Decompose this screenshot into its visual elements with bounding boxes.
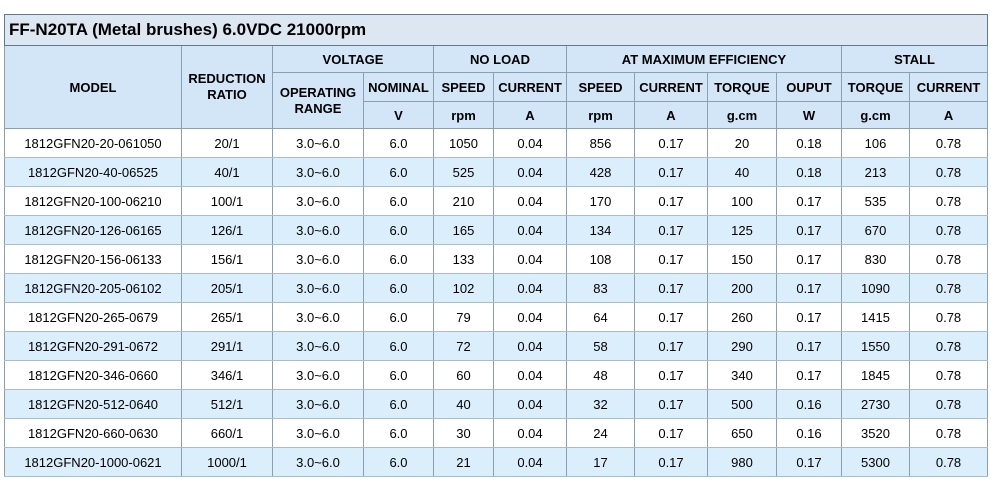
- cell-operating-range: 3.0~6.0: [273, 303, 364, 332]
- header-st-torque: TORQUE: [842, 73, 910, 102]
- cell-nominal-voltage: 6.0: [364, 332, 434, 361]
- cell-no-load-speed: 30: [434, 419, 494, 448]
- cell-max-eff-speed: 428: [567, 158, 635, 187]
- cell-stall-current: 0.78: [910, 448, 988, 477]
- header-nl-speed: SPEED: [434, 73, 494, 102]
- cell-max-eff-torque: 650: [708, 419, 777, 448]
- cell-max-eff-torque: 200: [708, 274, 777, 303]
- cell-max-eff-output: 0.17: [777, 245, 842, 274]
- cell-reduction-ratio: 346/1: [182, 361, 273, 390]
- cell-stall-torque: 535: [842, 187, 910, 216]
- cell-stall-current: 0.78: [910, 361, 988, 390]
- header-model: MODEL: [5, 46, 182, 129]
- cell-max-eff-speed: 24: [567, 419, 635, 448]
- cell-model: 1812GFN20-126-06165: [5, 216, 182, 245]
- cell-max-eff-torque: 500: [708, 390, 777, 419]
- unit-nominal-v: V: [364, 102, 434, 129]
- cell-stall-current: 0.78: [910, 274, 988, 303]
- cell-nominal-voltage: 6.0: [364, 129, 434, 158]
- table-header: [5, 15, 988, 129]
- unit-st-current-a: A: [910, 102, 988, 129]
- table-title: FF-N20TA (Metal brushes) 6.0VDC 21000rpm: [5, 15, 988, 46]
- header-reduction-ratio: REDUCTION RATIO: [182, 46, 273, 129]
- cell-max-eff-speed: 58: [567, 332, 635, 361]
- cell-no-load-current: 0.04: [494, 332, 567, 361]
- header-me-current: CURRENT: [635, 73, 708, 102]
- cell-nominal-voltage: 6.0: [364, 361, 434, 390]
- cell-operating-range: 3.0~6.0: [273, 158, 364, 187]
- cell-max-eff-output: 0.17: [777, 303, 842, 332]
- header-me-torque: TORQUE: [708, 73, 777, 102]
- cell-max-eff-current: 0.17: [635, 332, 708, 361]
- header-no-load: NO LOAD: [434, 46, 567, 73]
- cell-no-load-current: 0.04: [494, 361, 567, 390]
- header-me-speed: SPEED: [567, 73, 635, 102]
- cell-max-eff-speed: 48: [567, 361, 635, 390]
- cell-max-eff-output: 0.18: [777, 158, 842, 187]
- table-row: [5, 129, 988, 158]
- cell-max-eff-current: 0.17: [635, 274, 708, 303]
- table-row: [5, 274, 988, 303]
- cell-nominal-voltage: 6.0: [364, 245, 434, 274]
- cell-reduction-ratio: 512/1: [182, 390, 273, 419]
- cell-operating-range: 3.0~6.0: [273, 332, 364, 361]
- cell-max-eff-speed: 64: [567, 303, 635, 332]
- table-row: [5, 390, 988, 419]
- cell-max-eff-torque: 150: [708, 245, 777, 274]
- cell-model: 1812GFN20-265-0679: [5, 303, 182, 332]
- cell-max-eff-speed: 856: [567, 129, 635, 158]
- cell-max-eff-speed: 83: [567, 274, 635, 303]
- cell-stall-torque: 106: [842, 129, 910, 158]
- cell-nominal-voltage: 6.0: [364, 187, 434, 216]
- cell-stall-torque: 670: [842, 216, 910, 245]
- cell-stall-current: 0.78: [910, 390, 988, 419]
- cell-max-eff-output: 0.16: [777, 419, 842, 448]
- cell-max-eff-torque: 290: [708, 332, 777, 361]
- cell-max-eff-torque: 40: [708, 158, 777, 187]
- cell-max-eff-current: 0.17: [635, 129, 708, 158]
- cell-stall-current: 0.78: [910, 158, 988, 187]
- cell-max-eff-output: 0.17: [777, 361, 842, 390]
- cell-no-load-speed: 72: [434, 332, 494, 361]
- cell-max-eff-torque: 340: [708, 361, 777, 390]
- cell-model: 1812GFN20-100-06210: [5, 187, 182, 216]
- cell-max-eff-current: 0.17: [635, 419, 708, 448]
- unit-me-output-w: W: [777, 102, 842, 129]
- cell-model: 1812GFN20-512-0640: [5, 390, 182, 419]
- table-row: [5, 419, 988, 448]
- cell-no-load-speed: 21: [434, 448, 494, 477]
- unit-me-torque-gcm: g.cm: [708, 102, 777, 129]
- header-st-current: CURRENT: [910, 73, 988, 102]
- cell-max-eff-output: 0.17: [777, 332, 842, 361]
- cell-no-load-current: 0.04: [494, 419, 567, 448]
- cell-stall-current: 0.78: [910, 419, 988, 448]
- table-body: [5, 129, 988, 477]
- cell-max-eff-torque: 20: [708, 129, 777, 158]
- header-stall: STALL: [842, 46, 988, 73]
- cell-max-eff-output: 0.18: [777, 129, 842, 158]
- cell-no-load-speed: 40: [434, 390, 494, 419]
- cell-max-eff-torque: 100: [708, 187, 777, 216]
- cell-operating-range: 3.0~6.0: [273, 361, 364, 390]
- cell-no-load-current: 0.04: [494, 274, 567, 303]
- unit-nl-speed-rpm: rpm: [434, 102, 494, 129]
- cell-no-load-speed: 1050: [434, 129, 494, 158]
- cell-reduction-ratio: 126/1: [182, 216, 273, 245]
- cell-operating-range: 3.0~6.0: [273, 419, 364, 448]
- cell-reduction-ratio: 1000/1: [182, 448, 273, 477]
- table-row: [5, 332, 988, 361]
- cell-nominal-voltage: 6.0: [364, 158, 434, 187]
- cell-max-eff-current: 0.17: [635, 361, 708, 390]
- motor-spec-table: [4, 14, 988, 477]
- header-max-efficiency: AT MAXIMUM EFFICIENCY: [567, 46, 842, 73]
- cell-max-eff-current: 0.17: [635, 216, 708, 245]
- cell-max-eff-current: 0.17: [635, 448, 708, 477]
- cell-model: 1812GFN20-346-0660: [5, 361, 182, 390]
- cell-operating-range: 3.0~6.0: [273, 448, 364, 477]
- cell-max-eff-output: 0.17: [777, 187, 842, 216]
- cell-stall-current: 0.78: [910, 129, 988, 158]
- cell-nominal-voltage: 6.0: [364, 390, 434, 419]
- cell-nominal-voltage: 6.0: [364, 303, 434, 332]
- cell-no-load-current: 0.04: [494, 303, 567, 332]
- cell-max-eff-output: 0.17: [777, 274, 842, 303]
- unit-nl-current-a: A: [494, 102, 567, 129]
- cell-no-load-speed: 133: [434, 245, 494, 274]
- cell-max-eff-torque: 125: [708, 216, 777, 245]
- cell-model: 1812GFN20-156-06133: [5, 245, 182, 274]
- cell-max-eff-output: 0.17: [777, 448, 842, 477]
- cell-stall-torque: 3520: [842, 419, 910, 448]
- cell-stall-torque: 5300: [842, 448, 910, 477]
- cell-reduction-ratio: 156/1: [182, 245, 273, 274]
- header-operating-range: OPERATING RANGE: [273, 73, 364, 129]
- cell-reduction-ratio: 40/1: [182, 158, 273, 187]
- cell-max-eff-output: 0.16: [777, 390, 842, 419]
- cell-model: 1812GFN20-20-061050: [5, 129, 182, 158]
- cell-operating-range: 3.0~6.0: [273, 216, 364, 245]
- cell-nominal-voltage: 6.0: [364, 274, 434, 303]
- cell-stall-current: 0.78: [910, 187, 988, 216]
- cell-max-eff-current: 0.17: [635, 187, 708, 216]
- cell-no-load-current: 0.04: [494, 129, 567, 158]
- cell-operating-range: 3.0~6.0: [273, 274, 364, 303]
- table-row: [5, 187, 988, 216]
- cell-reduction-ratio: 205/1: [182, 274, 273, 303]
- cell-no-load-speed: 210: [434, 187, 494, 216]
- cell-nominal-voltage: 6.0: [364, 216, 434, 245]
- cell-reduction-ratio: 100/1: [182, 187, 273, 216]
- cell-max-eff-current: 0.17: [635, 158, 708, 187]
- cell-reduction-ratio: 660/1: [182, 419, 273, 448]
- cell-model: 1812GFN20-291-0672: [5, 332, 182, 361]
- table-row: [5, 216, 988, 245]
- unit-st-torque-gcm: g.cm: [842, 102, 910, 129]
- cell-max-eff-speed: 108: [567, 245, 635, 274]
- cell-stall-current: 0.78: [910, 216, 988, 245]
- cell-no-load-speed: 102: [434, 274, 494, 303]
- cell-stall-torque: 2730: [842, 390, 910, 419]
- cell-stall-torque: 1845: [842, 361, 910, 390]
- cell-max-eff-current: 0.17: [635, 390, 708, 419]
- table-row: [5, 448, 988, 477]
- cell-max-eff-torque: 260: [708, 303, 777, 332]
- cell-operating-range: 3.0~6.0: [273, 390, 364, 419]
- cell-stall-current: 0.78: [910, 303, 988, 332]
- cell-max-eff-speed: 32: [567, 390, 635, 419]
- table-row: [5, 303, 988, 332]
- cell-stall-torque: 830: [842, 245, 910, 274]
- spec-table-container: [4, 14, 987, 477]
- cell-no-load-speed: 60: [434, 361, 494, 390]
- cell-nominal-voltage: 6.0: [364, 448, 434, 477]
- cell-stall-torque: 1415: [842, 303, 910, 332]
- cell-operating-range: 3.0~6.0: [273, 187, 364, 216]
- table-row: [5, 361, 988, 390]
- cell-no-load-speed: 79: [434, 303, 494, 332]
- cell-operating-range: 3.0~6.0: [273, 129, 364, 158]
- cell-nominal-voltage: 6.0: [364, 419, 434, 448]
- header-nl-current: CURRENT: [494, 73, 567, 102]
- unit-me-speed-rpm: rpm: [567, 102, 635, 129]
- cell-max-eff-speed: 17: [567, 448, 635, 477]
- header-nominal: NOMINAL: [364, 73, 434, 102]
- cell-model: 1812GFN20-40-06525: [5, 158, 182, 187]
- cell-no-load-current: 0.04: [494, 245, 567, 274]
- cell-operating-range: 3.0~6.0: [273, 245, 364, 274]
- cell-no-load-current: 0.04: [494, 216, 567, 245]
- header-me-output: OUPUT: [777, 73, 842, 102]
- cell-stall-torque: 1090: [842, 274, 910, 303]
- header-voltage: VOLTAGE: [273, 46, 434, 73]
- cell-model: 1812GFN20-205-06102: [5, 274, 182, 303]
- cell-stall-current: 0.78: [910, 332, 988, 361]
- cell-stall-torque: 1550: [842, 332, 910, 361]
- cell-reduction-ratio: 265/1: [182, 303, 273, 332]
- cell-no-load-current: 0.04: [494, 158, 567, 187]
- cell-stall-current: 0.78: [910, 245, 988, 274]
- cell-reduction-ratio: 20/1: [182, 129, 273, 158]
- cell-reduction-ratio: 291/1: [182, 332, 273, 361]
- cell-model: 1812GFN20-660-0630: [5, 419, 182, 448]
- unit-me-current-a: A: [635, 102, 708, 129]
- cell-no-load-current: 0.04: [494, 390, 567, 419]
- cell-no-load-speed: 165: [434, 216, 494, 245]
- cell-max-eff-speed: 170: [567, 187, 635, 216]
- cell-stall-torque: 213: [842, 158, 910, 187]
- table-row: [5, 158, 988, 187]
- cell-max-eff-output: 0.17: [777, 216, 842, 245]
- cell-no-load-current: 0.04: [494, 448, 567, 477]
- cell-no-load-speed: 525: [434, 158, 494, 187]
- cell-max-eff-current: 0.17: [635, 245, 708, 274]
- cell-max-eff-current: 0.17: [635, 303, 708, 332]
- cell-no-load-current: 0.04: [494, 187, 567, 216]
- table-row: [5, 245, 988, 274]
- cell-max-eff-torque: 980: [708, 448, 777, 477]
- cell-max-eff-speed: 134: [567, 216, 635, 245]
- cell-model: 1812GFN20-1000-0621: [5, 448, 182, 477]
